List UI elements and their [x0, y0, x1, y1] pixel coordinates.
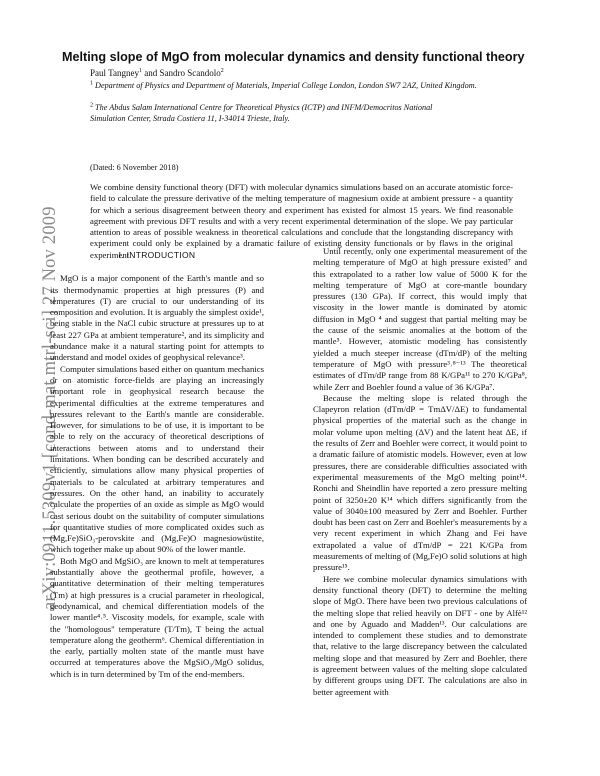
author-name: Sandro Scandolo: [159, 68, 221, 78]
left-column: [50, 250, 264, 680]
affiliation-1: [90, 81, 520, 92]
paragraph: Here we combine molecular dynamics simulations with density functional theory (DFT) to determine the melting slope of MgO. There have been two previous calculations of the melting slope that relied heavily on DFT - one by Alfè¹² and one by Aguado and Madden¹³. Our calculations are intended to complement these studies and to demonstrate that, relative to the large discrepancy between the calculated melting slope and that measured by Zerr and Boehler, there is agreement between values of the melting slope calculated by different groups using DFT. The calculations are also in better agreement with: [313, 573, 527, 697]
paragraph: Because the melting slope is related through the Clapeyron relation (dTm/dP = TmΔV/ΔE) to fundamental physical properties of the material such as the change in molar volume upon melting (ΔV) and the latent heat ΔE, if the results of Zerr and Boehler were correct, it would point to a dramatic failure of atomistic models. However, even at low pressures, there are considerable difficulties associated with experimental measurements of the MgO melting point¹⁴. Ronchi and Sheindlin have reported a zero pressure melting point of 3250±20 K¹⁴ which differs significantly from the value of 3040±100 measured by Zerr and Boehler. Further doubt has been cast on Zerr and Boehler's measurements by a very recent experiment in which Zhang and Fei have extrapolated a value of dTm/dP = 221 K/GPa from measurements of melting of (Mg,Fe)O solid solutions at high pressure¹⁵.: [313, 392, 527, 573]
right-column: [313, 246, 527, 698]
abstract: We combine density functional theory (DFT) with molecular dynamics simulations based on an accurate atomistic force-field to calculate the pressure derivative of the melting temperature of magnesium oxide at ambient pressure - a quantity for which a serious disagreement between theory and experiment has existed for almost 15 years. We find reasonable agreement with previous DFT results and with a very recent experimental determination of the slope. We pay particular attention to areas of possible weakness in theoretical calculations and conclude that the longstanding discrepancy with experiment could only be explained by a dramatic failure of existing density functionals or by flaws in the original experiment.: [90, 182, 513, 260]
author-conjunction: and: [141, 68, 160, 78]
author-list: [90, 68, 224, 78]
paper-title: Melting slope of MgO from molecular dynamics and density functional theory: [62, 50, 525, 64]
affiliation-mark: 2: [90, 102, 93, 109]
author-affiliation-mark: 1: [138, 68, 142, 74]
affiliation-mark: 1: [90, 80, 93, 87]
paragraph: Until recently, only one experimental measurement of the melting temperature of MgO at high pressure existed⁷ and this extrapolated to a rather low value of 5000 K for the melting temperature of MgO at core-mantle boundary pressures (130 GPa). If correct, this would imply that viscosity in the lower mantle is dominated by atomic diffusion in MgO ⁴ and suggest that partial melting may be the cause of the seismic anomalies at the bottom of the mantle⁵. However, atomistic modeling has consistently yielded a much steeper increase (dTm/dP) of the melting temperature of MgO with pressure³˒⁸⁻¹³ The theoretical estimates of dTm/dP range from 88 K/GPa¹¹ to 270 K/GPa⁸, while Zerr and Boehler found a value of 36 K/GPa⁷.: [313, 246, 527, 392]
paragraph: Both MgO and MgSiO₃ are known to melt at temperatures substantially above the geothermal profile, however, a quantitative determination of their melting temperatures (Tm) at high pressures is a crucial parameter in rheological, geodynamical, and chemical differentiation models of the lower mantle⁴˒⁵. Viscosity models, for example, scale with the "homologous" temperature (T/Tm), T being the actual temperature along the geotherm⁶. Chemical differentiation in the early, partially molten state of the mantle must have occurred at temperatures above the MgSiO₃/MgO solidus, which is in turn determined by Tm of the end-members.: [50, 555, 264, 679]
affiliation-text: Department of Physics and Department of Materials, Imperial College London, London SW7 2AZ, United Kingdom.: [95, 81, 477, 90]
author-name: Paul Tangney: [90, 68, 139, 78]
affiliation-2: [90, 103, 440, 124]
author-affiliation-mark: 2: [220, 68, 224, 74]
affiliation-text: The Abdus Salam International Centre for Theoretical Physics (ICTP) and INFM/Democritos National Simulation Center, Strada Costiera 11, I-34014 Trieste, Italy.: [90, 103, 433, 123]
arxiv-identifier: arXiv:0911.5309v1 [cond-mat.mtrl-sci] 27 Nov 2009: [40, 206, 60, 610]
paragraph: Computer simulations based either on quantum mechanics or on atomistic force-fields are playing an increasingly important role in geophysical research because the experimental difficulties at the extreme temperatures and pressures relevant to the Earth's mantle are considerable. However, for simulations to be of use, it is important to be able to rely on the accuracy of theoretical descriptions of interactions between atoms and to understand their limitations. When bonding can be described accurately and efficiently, simulations allow many physical properties of materials to be calculated at arbitrary temperatures and pressures. On the other hand, an inability to accurately calculate the properties of an oxide as simple as MgO would cast serious doubt on the suitability of computer simulations for quantitative studies of more complicated oxides such as (Mg,Fe)SiO₃-perovskite and (Mg,Fe)O magnesiowüstite, which together make up about 90% of the lower mantle.: [50, 363, 264, 555]
section-heading: I. INTRODUCTION: [118, 250, 196, 260]
dated-line: (Dated: 6 November 2018): [90, 163, 179, 172]
paragraph: MgO is a major component of the Earth's mantle and so its thermodynamic properties at high pressures (P) and temperatures (T) are crucial to our understanding of its composition and evolution. It is arguably the simplest oxide¹, being stable in the NaCl cubic structure at pressures up to at least 227 GPa at ambient temperature², and its simplicity and abundance make it a natural starting point for attempts to understand and model oxides of geophysical relevance³.: [50, 273, 264, 363]
